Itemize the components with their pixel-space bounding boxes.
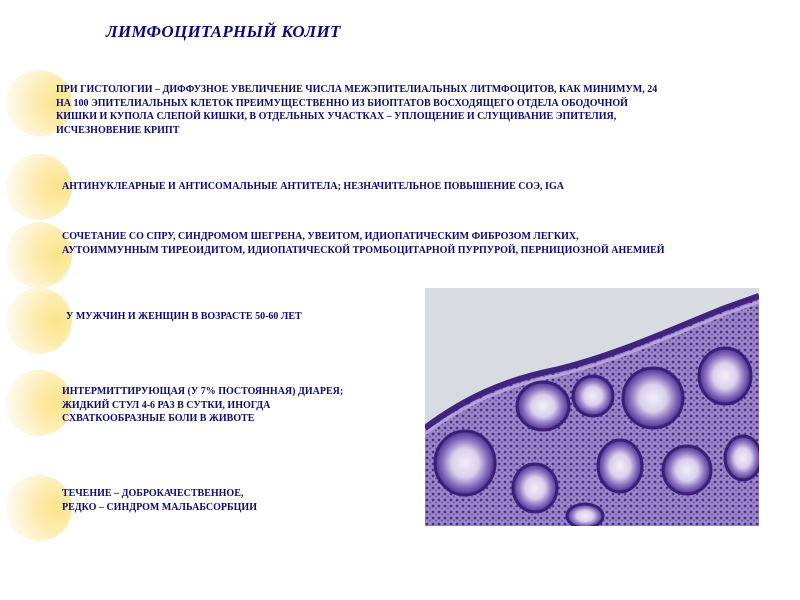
bullet-text-age [66, 310, 302, 324]
text-line: АНТИНУКЛЕАРНЫЕ И АНТИСОМАЛЬНЫЕ АНТИТЕЛА; НЕЗНАЧИТЕЛЬНОЕ ПОВЫШЕНИЕ СОЭ, IGA [62, 181, 564, 192]
text-line: КИШКИ И КУПОЛА СЛЕПОЙ КИШКИ, В ОТДЕЛЬНЫХ УЧАСТКАХ – УПЛОЩЕНИЕ И СЛУЩИВАНИЕ ЭПИТЕЛИЯ, [56, 111, 617, 122]
text-line: ИСЧЕЗНОВЕНИЕ КРИПТ [56, 124, 180, 136]
bullet-text-associations [62, 230, 665, 257]
text-line: СХВАТКООБРАЗНЫЕ БОЛИ В ЖИВОТЕ [62, 413, 255, 424]
text-line: ТЕЧЕНИЕ – ДОБРОКАЧЕСТВЕННОЕ, [62, 488, 244, 499]
bullet-text-histology [56, 83, 657, 137]
bullet-text-course [62, 487, 257, 514]
bullet-text-antibodies [62, 180, 564, 194]
bullet-text-diarrhea [62, 385, 343, 426]
text-line: АУТОИММУННЫМ ТИРЕОИДИТОМ, ИДИОПАТИЧЕСКОЙ ТРОМБОЦИТАРНОЙ ПУРПУРОЙ, ПЕРНИЦИОЗНОЙ АНЕМИЕЙ [62, 244, 665, 256]
text-line: ПРИ ГИСТОЛОГИИ – ДИФФУЗНОЕ УВЕЛИЧЕНИЕ ЧИСЛА МЕЖЭПИТЕЛИАЛЬНЫХ ЛИТМФОЦИТОВ, КАК МИНИМУМ, 24 [56, 84, 658, 95]
text-line: СОЧЕТАНИЕ СО СПРУ, СИНДРОМОМ ШЕГРЕНА, УВЕИТОМ, ИДИОПАТИЧЕСКИМ ФИБРОЗОМ ЛЕГКИХ, [62, 231, 579, 242]
text-line: НА 100 ЭПИТЕЛИАЛЬНЫХ КЛЕТОК ПРЕИМУЩЕСТВЕННО ИЗ БИОПТАТОВ ВОСХОДЯЩЕГО ОТДЕЛА ОБОДОЧНОЙ [56, 97, 628, 109]
text-line: ЖИДКИЙ СТУЛ 4-6 РАЗ В СУТКИ, ИНОГДА [62, 399, 271, 411]
slide-title: ЛИМФОЦИТАРНЫЙ КОЛИТ [106, 22, 341, 41]
text-line: ИНТЕРМИТТИРУЮЩАЯ (У 7% ПОСТОЯННАЯ) ДИАРЕЯ; [62, 386, 344, 397]
bullet-circle [6, 288, 72, 354]
text-line: РЕДКО – СИНДРОМ МАЛЬАБСОРБЦИИ [62, 501, 257, 513]
histology-micrograph [425, 288, 759, 526]
text-line: У МУЖЧИН И ЖЕНЩИН В ВОЗРАСТЕ 50-60 ЛЕТ [66, 311, 302, 322]
